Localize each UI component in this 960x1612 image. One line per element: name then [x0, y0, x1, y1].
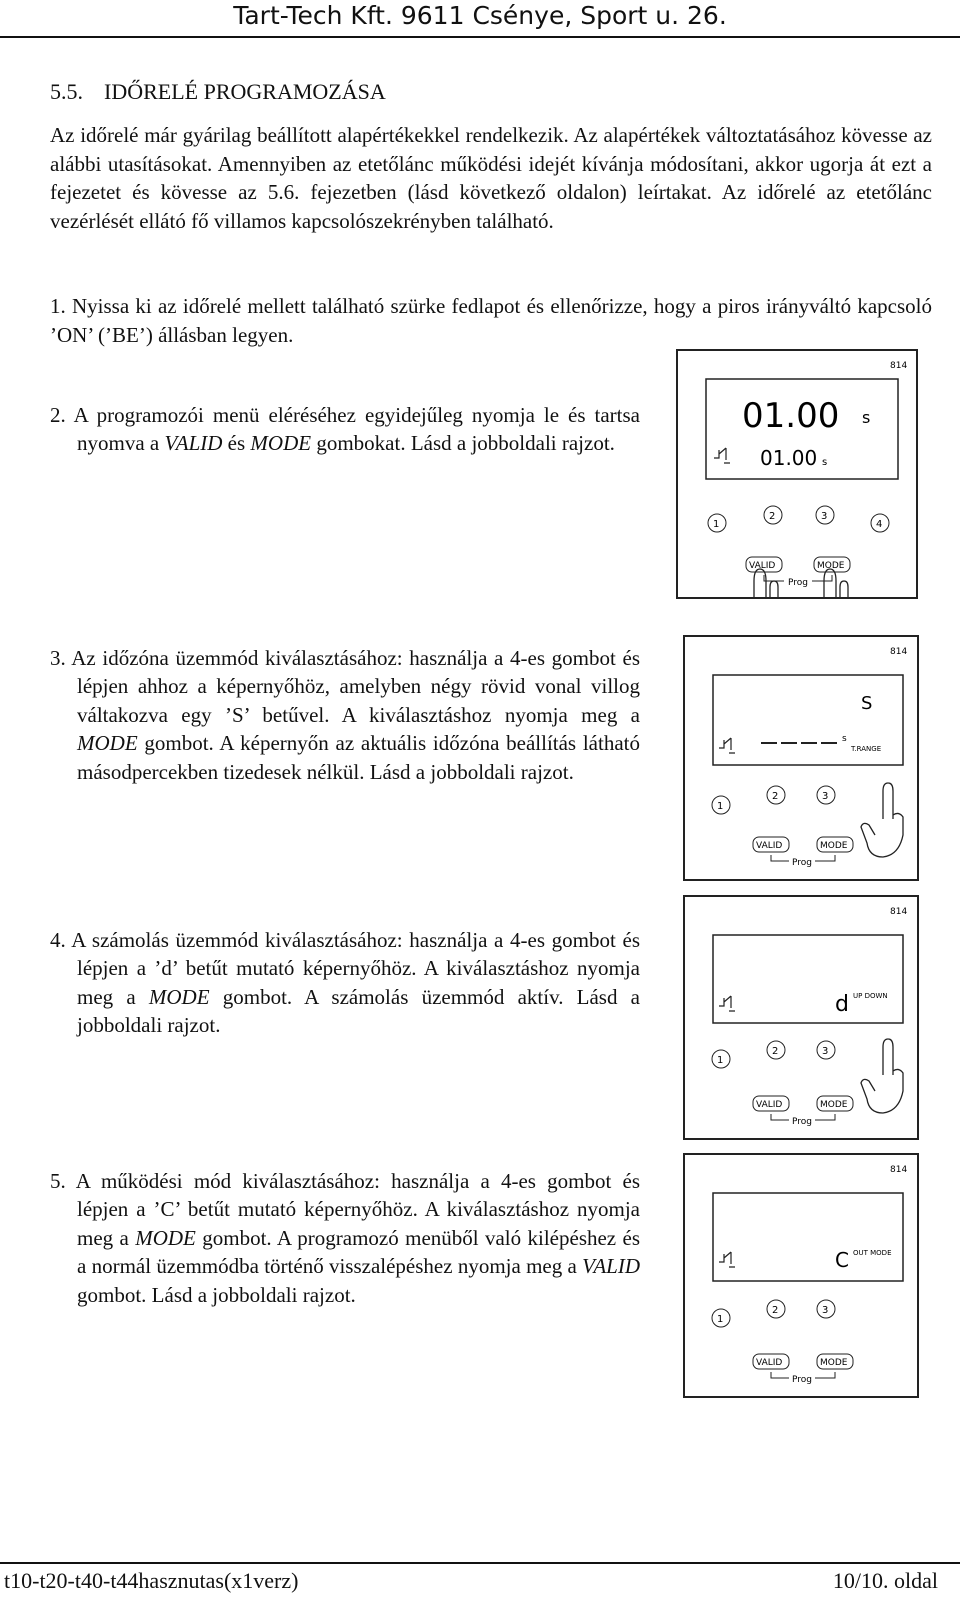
relay-panel-2	[683, 635, 919, 881]
svg-text:2: 2	[772, 791, 779, 802]
svg-text:2: 2	[772, 1305, 779, 1316]
relay-panel-1	[676, 349, 918, 599]
relay-panel-3	[683, 895, 919, 1140]
model-label: 814	[890, 647, 908, 657]
lcd-letter: d	[835, 992, 849, 1017]
step-4: 4. A számolás üzemmód kiválasztásához: használja a 4-es gombot és lépjen a ’d’ betűt mutató képernyőhöz. A kiválasztáshoz nyomja meg a MODE gombot. A számolás üzemmód aktív. Lásd a jobboldali rajzot.	[50, 928, 640, 1038]
svg-text:1: 1	[717, 1055, 724, 1066]
relay-symbol-icon	[714, 448, 730, 463]
section-number: 5.5.	[50, 79, 83, 104]
step-1: 1. Nyissa ki az időrelé mellett található szürke fedlapot és ellenőrizze, hogy a piros irányváltó kapcsoló ’ON’ (’BE’) állásban legyen.	[50, 294, 932, 347]
svg-text:3: 3	[822, 791, 829, 802]
intro-paragraph: Az időrelé már gyárilag beállított alapértékekkel rendelkezik. Az alapértékek változtatásához kövesse az alábbi utasításokat. Amennyiben az etetőlánc működési idejét kívánja módosítani, akkor ugorja át ezt a fejezetet és kövesse az 5.6. fejezetben (lásd következő oldalon) leírtakat. Az időrelé az etetőlánc vezérlését ellátó fő villamos kapcsolószekrényben található.	[50, 123, 932, 233]
lcd-letter: C	[835, 1248, 849, 1272]
lcd-sub-value: 01.00	[760, 446, 818, 470]
model-label: 814	[890, 907, 908, 917]
pressing-finger-icon	[861, 783, 903, 857]
prog-label: Prog	[792, 1375, 812, 1385]
footer-page-number: 10/10. oldal	[832, 1568, 938, 1593]
svg-text:2: 2	[772, 1046, 779, 1057]
lcd-screen	[713, 1193, 903, 1281]
page-header: Tart-Tech Kft. 9611 Csénye, Sport u. 26.	[233, 1, 727, 30]
svg-text:VALID: VALID	[756, 1100, 783, 1110]
svg-text:3: 3	[822, 1305, 829, 1316]
svg-text:3: 3	[822, 1046, 829, 1057]
svg-text:MODE: MODE	[820, 1358, 848, 1368]
svg-text:MODE: MODE	[820, 1100, 848, 1110]
relay-symbol-icon	[719, 996, 735, 1011]
pressing-finger-icon	[861, 1039, 903, 1113]
prog-label: Prog	[792, 858, 812, 868]
step-5: 5. A működési mód kiválasztásához: használja a 4-es gombot és lépjen a ’C’ betűt mutató képernyőhöz. A kiválasztáshoz nyomja meg a MODE gombot. A programozó menüből való kilépéshez és a normál üzemmódba történő visszalépéshez nyomja meg a VALID gombot. Lásd a jobboldali rajzot.	[50, 1169, 640, 1307]
svg-text:s: s	[842, 734, 847, 744]
svg-text:3: 3	[821, 511, 828, 522]
header-divider	[0, 36, 960, 38]
lcd-main-value: 01.00	[742, 396, 840, 436]
relay-symbol-icon	[719, 1252, 735, 1267]
relay-symbol-icon	[719, 738, 735, 753]
svg-text:VALID: VALID	[749, 561, 776, 571]
step-3: 3. Az időzóna üzemmód kiválasztásához: használja a 4-es gombot és lépjen ahhoz a képernyőhöz, amelyben négy rövid vonal villog váltakozva egy ’S’ betűvel. A kiválasztáshoz nyomja meg a MODE gombot. A képernyőn az aktuális időzóna beállítás látható másodpercekben tizedesek nélkül. Lásd a jobboldali rajzot.	[50, 646, 640, 784]
lcd-screen	[713, 935, 903, 1023]
prog-label: Prog	[792, 1117, 812, 1127]
lcd-sub-unit: s	[822, 457, 828, 468]
lcd-tag: T.RANGE	[851, 745, 882, 753]
lcd-letter: S	[861, 693, 873, 714]
svg-text:1: 1	[717, 1314, 724, 1325]
button-row	[708, 506, 889, 532]
svg-text:1: 1	[713, 519, 720, 530]
relay-panel-4	[683, 1153, 919, 1398]
prog-label: Prog	[788, 578, 808, 588]
model-label: 814	[890, 361, 908, 371]
svg-text:VALID: VALID	[756, 1358, 783, 1368]
footer-document-name: t10-t20-t40-t44hasznutas(x1verz)	[4, 1568, 299, 1593]
svg-text:4: 4	[876, 519, 883, 530]
svg-text:MODE: MODE	[817, 561, 845, 571]
lcd-tag: UP DOWN	[853, 992, 888, 1000]
model-label: 814	[890, 1165, 908, 1175]
lcd-tag: OUT MODE	[853, 1249, 892, 1257]
footer-divider	[0, 1562, 960, 1564]
step-2: 2. A programozói menü eléréséhez egyidejűleg nyomja le és tartsa nyomva a VALID és MODE gombokat. Lásd a jobboldali rajzot.	[50, 403, 640, 456]
section-title	[50, 79, 386, 105]
section-heading: IDŐRELÉ PROGRAMOZÁSA	[104, 79, 386, 104]
svg-text:2: 2	[769, 511, 776, 522]
svg-text:1: 1	[717, 801, 724, 812]
svg-text:MODE: MODE	[820, 841, 848, 851]
svg-text:VALID: VALID	[756, 841, 783, 851]
lcd-main-unit: s	[862, 408, 871, 427]
